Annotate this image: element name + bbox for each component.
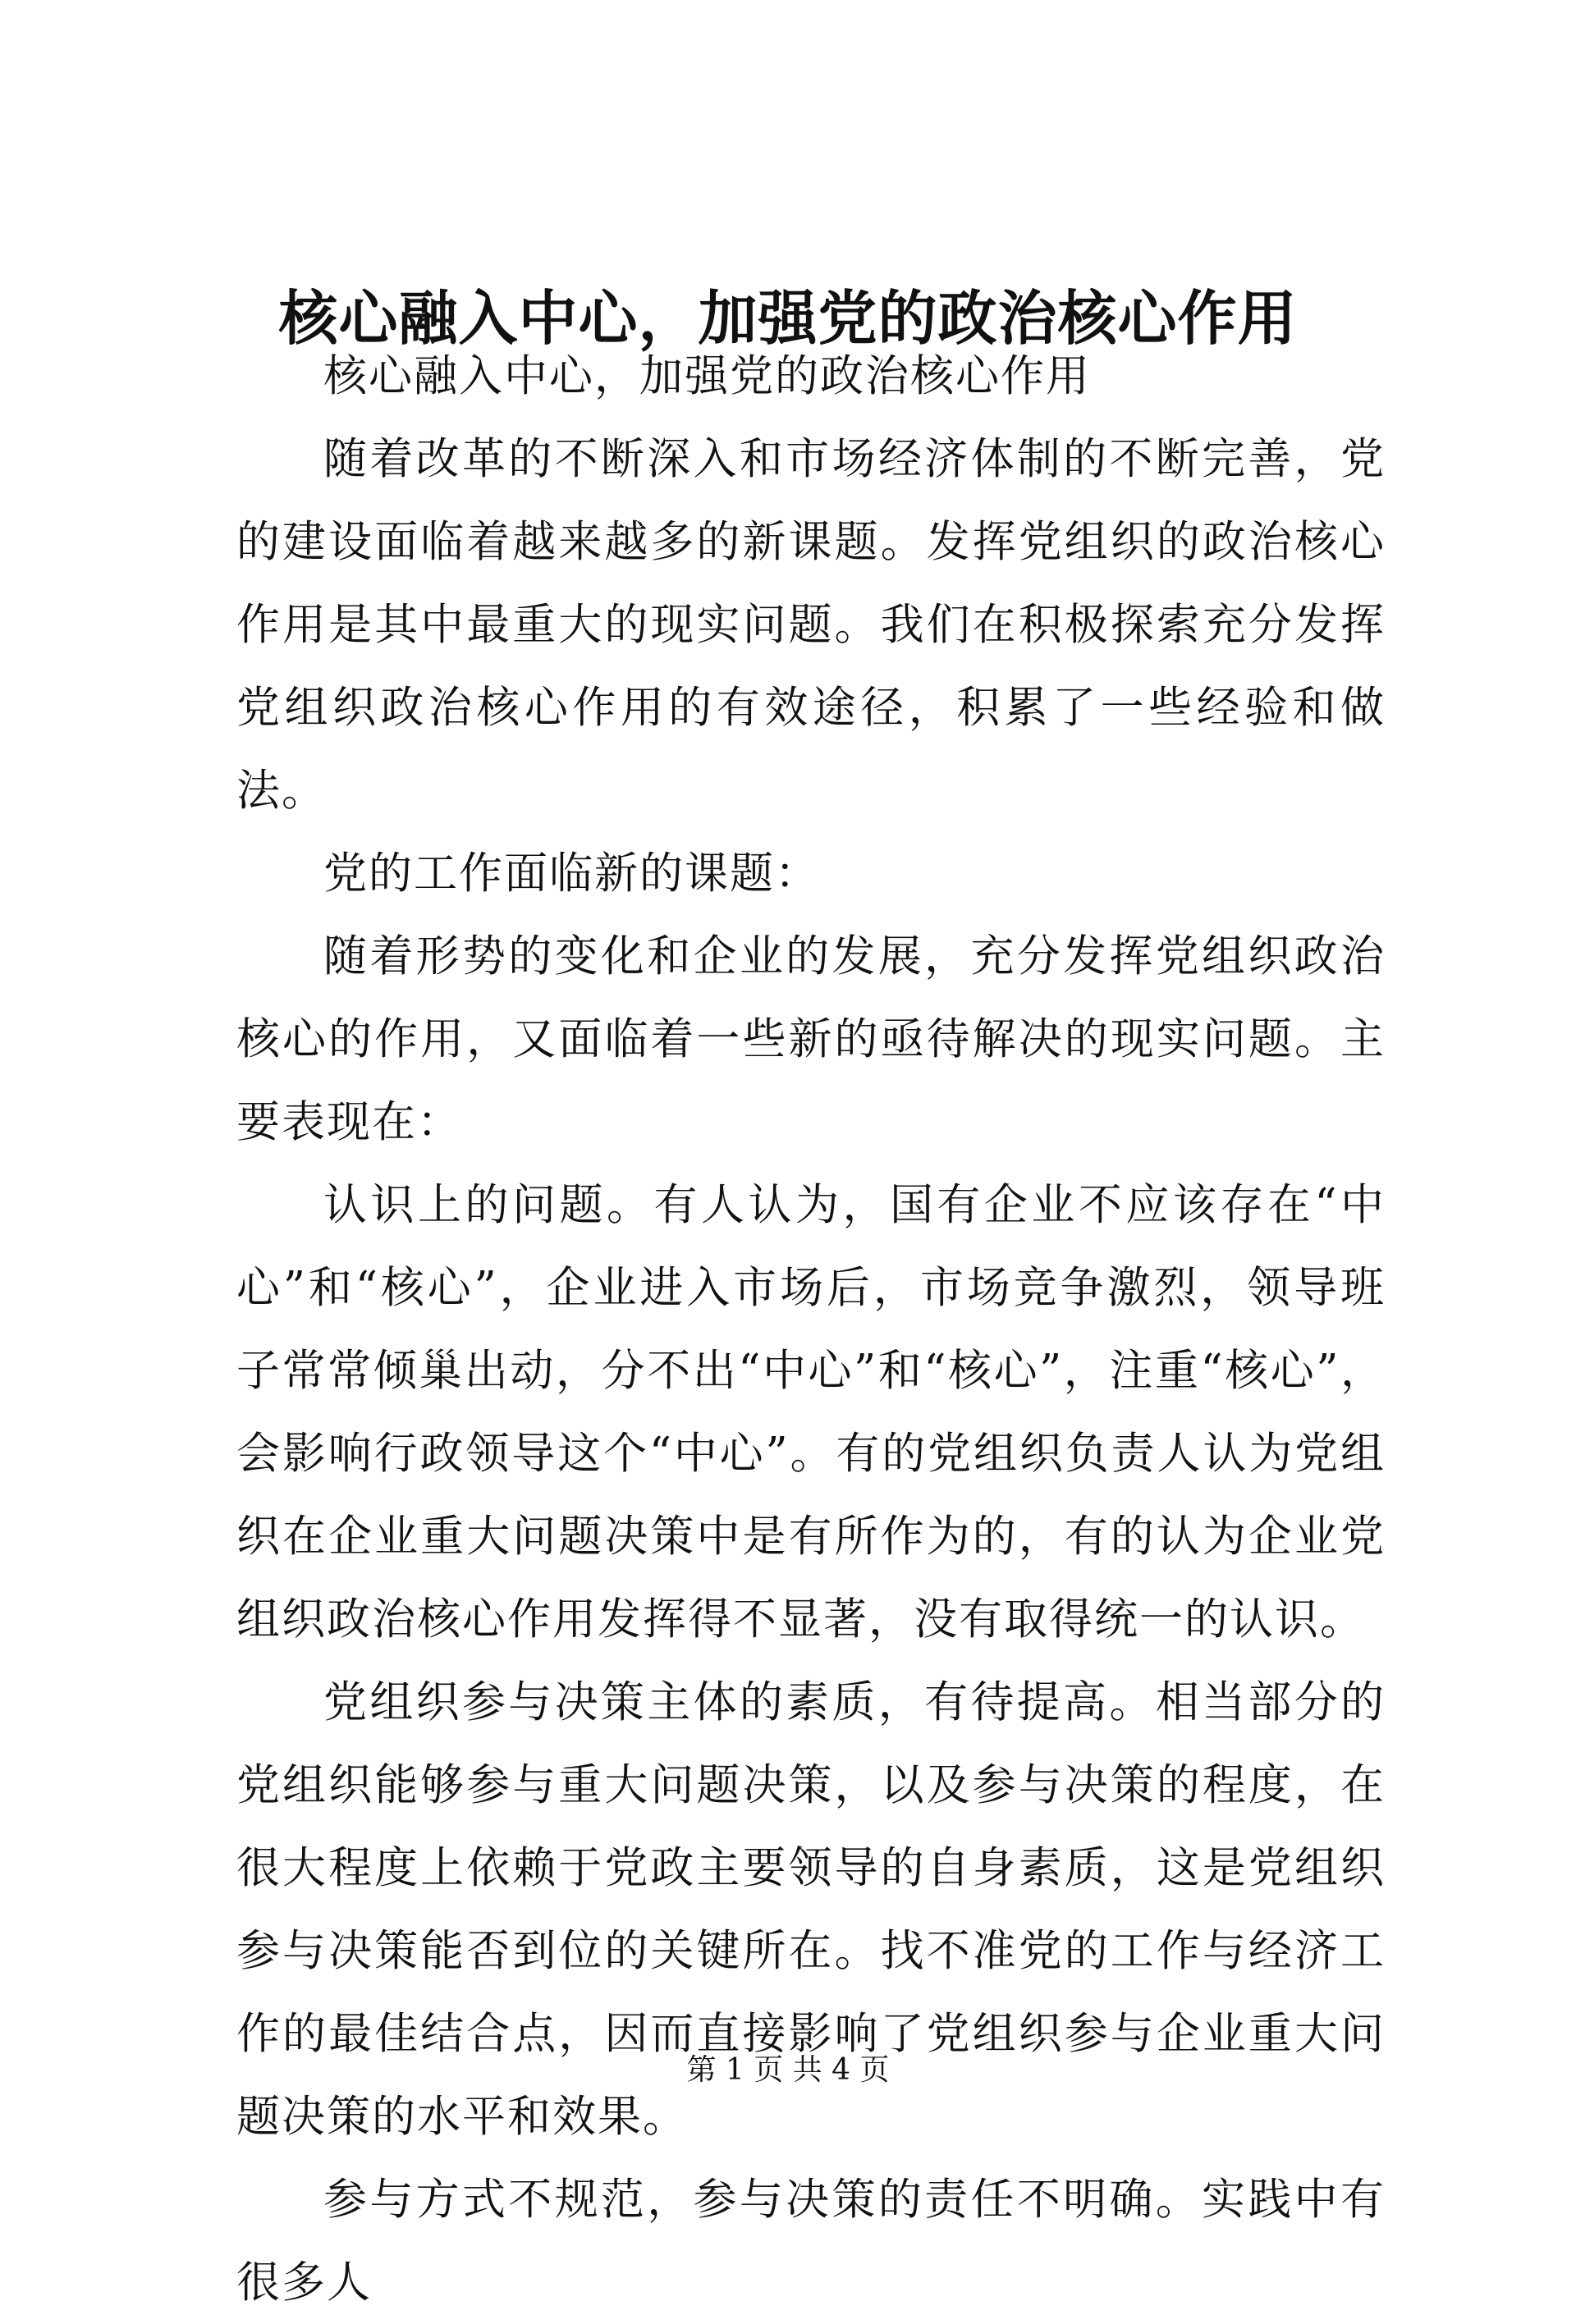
document-body — [236, 335, 1386, 2324]
paragraph: 认识上的问题。有人认为，国有企业不应该存在“中心”和“核心”，企业进入市场后，市场竞争激烈，领导班子常常倾巢出动，分不出“中心”和“核心”，注重“核心”，会影响行政领导这个“中心”。有的党组织负责人认为党组织在企业重大问题决策中是有所作为的，有的认为企业党组织政治核心作用发挥得不显著，没有取得统一的认识。 — [236, 1180, 1386, 1645]
paragraph: 随着形势的变化和企业的发展，充分发挥党组织政治核心的作用，又面临着一些新的亟待解决的现实问题。主要表现在： — [236, 931, 1386, 1147]
page-number-footer: 第 1 页 共 4 页 — [686, 2053, 890, 2087]
paragraph: 随着改革的不断深入和市场经济体制的不断完善，党的建设面临着越来越多的新课题。发挥党组织的政治核心作用是其中最重大的现实问题。我们在积极探索充分发挥党组织政治核心作用的有效途径，积累了一些经验和做法。 — [236, 434, 1386, 816]
paragraph: 参与方式不规范，参与决策的责任不明确。实践中有很多人 — [236, 2175, 1386, 2308]
paragraph: 党组织参与决策主体的素质，有待提高。相当部分的党组织能够参与重大问题决策，以及参与决策的程度，在很大程度上依赖于党政主要领导的自身素质，这是党组织参与决策能否到位的关键所在。找不准党的工作与经济工作的最佳结合点，因而直接影响了党组织参与企业重大问题决策的水平和效果。 — [236, 1677, 1386, 2142]
paragraph-subtitle: 核心融入中心，加强党的政治核心作用 — [323, 351, 1091, 401]
document-title: 核心融入中心，加强党的政治核心作用 — [278, 283, 1298, 353]
paragraph-heading: 党的工作面临新的课题： — [323, 849, 820, 899]
